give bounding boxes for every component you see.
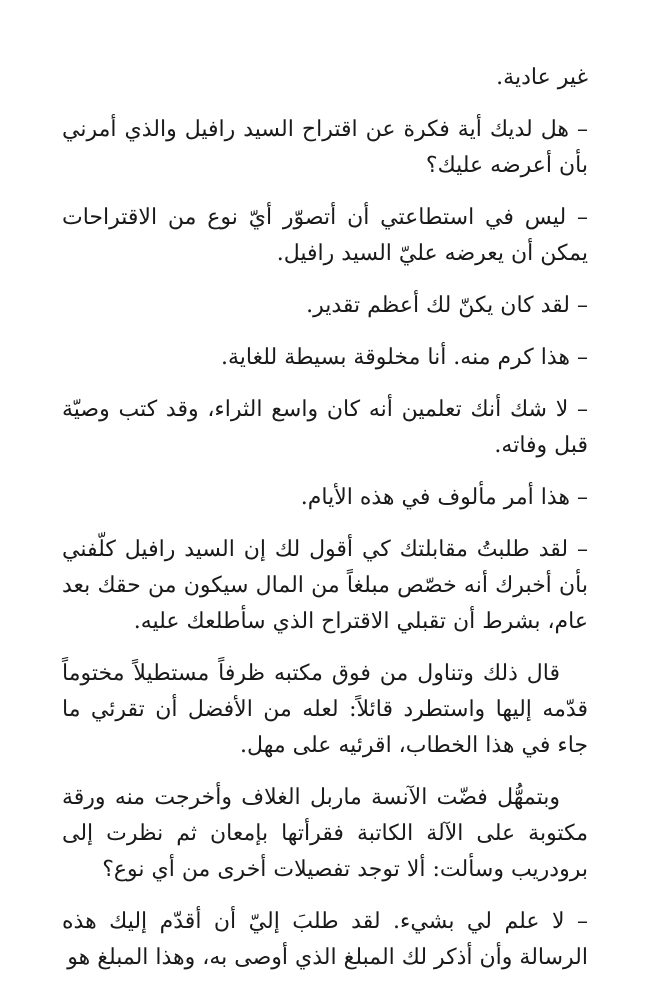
paragraph-5: – هذا كرم منه. أنا مخلوقة بسيطة للغاية. <box>221 345 588 370</box>
paragraph-3: – ليس في استطاعتي أن أتصوّر أيّ نوع من الاقتراحات يمكن أن يعرضه عليّ السيد رافيل. <box>62 205 588 266</box>
paragraph-8: – لقد طلبتُ مقابلتك كي أقول لك إن السيد رافيل كلّفني بأن أخبرك أنه خصّص مبلغاً من المال سيكون من حقك بعد عام، بشرط أن تقبلي الاقتراح الذي سأطلعك عليه. <box>62 537 588 634</box>
paragraph-9: قال ذلك وتناول من فوق مكتبه ظرفاً مستطيلاً مختوماً قدّمه إليها واستطرد قائلاً: لعله من الأفضل أن تقرئي ما جاء في هذا الخطاب، اقرئيه على مهل. <box>62 661 589 758</box>
paragraph-6: – لا شك أنك تعلمين أنه كان واسع الثراء، وقد كتب وصيّة قبل وفاته. <box>62 397 588 458</box>
paragraph-11: – لا علم لي بشيء. لقد طلبَ إليّ أن أقدّم إليك هذه الرسالة وأن أذكر لك المبلغ الذي أوصى به، وهذا المبلغ هو <box>62 909 588 970</box>
book-page <box>62 60 588 992</box>
paragraph-2: – هل لديك أية فكرة عن اقتراح السيد رافيل والذي أمرني بأن أعرضه عليك؟ <box>62 117 588 178</box>
paragraph-10: وبتمهُّل فضّت الآنسة ماربل الغلاف وأخرجت منه ورقة مكتوبة على الآلة الكاتبة فقرأتها بإمعان ثم نظرت إلى برودريب وسألت: ألا توجد تفصيلات أخرى من أي نوع؟ <box>62 785 588 882</box>
paragraph-7: – هذا أمر مألوف في هذه الأيام. <box>300 485 588 510</box>
paragraph-4: – لقد كان يكنّ لك أعظم تقدير. <box>306 293 588 318</box>
paragraph-1: غير عادية. <box>496 65 588 90</box>
